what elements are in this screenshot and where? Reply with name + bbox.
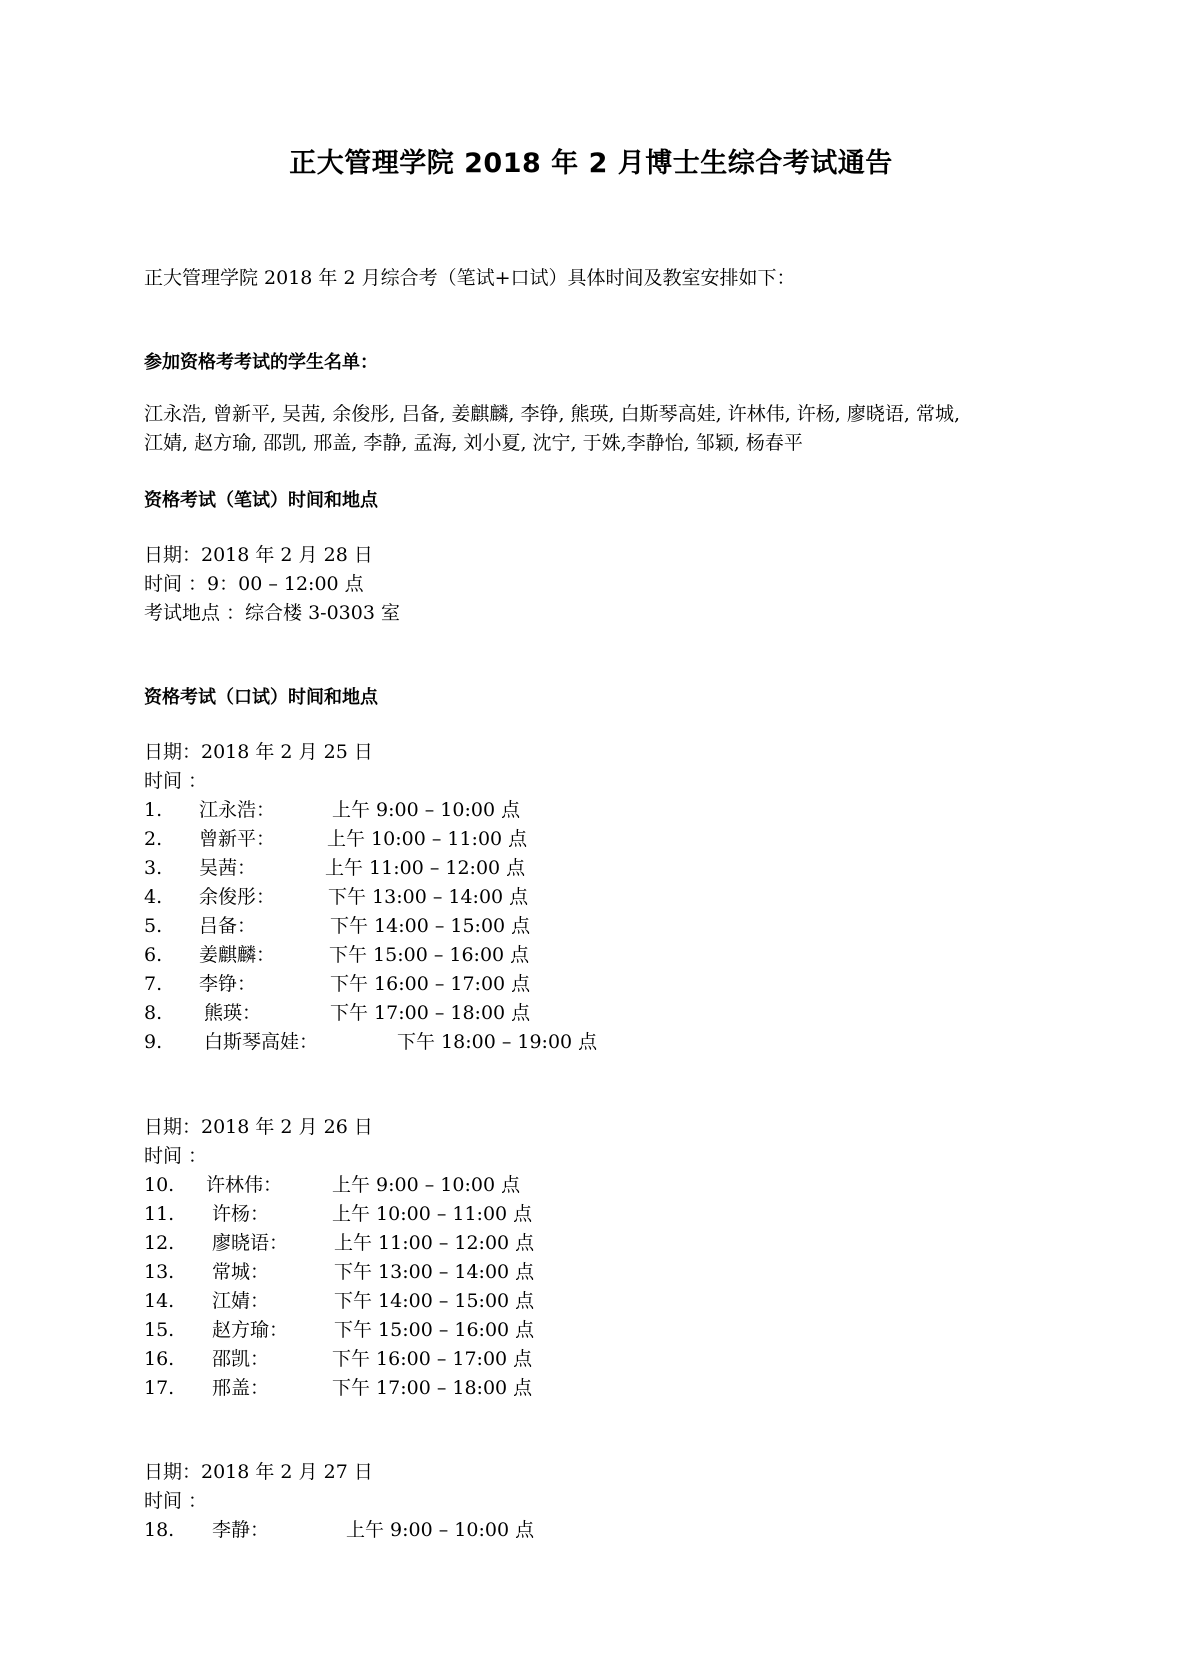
schedule-student: 姜麒麟： [199, 944, 276, 966]
schedule-number: 15. [144, 1319, 175, 1341]
schedule-student: 常城： [212, 1261, 270, 1283]
schedule-student: 白斯琴高娃： [204, 1031, 319, 1053]
schedule-time: 下午 15:00 – 16:00 点 [329, 944, 530, 966]
schedule-time: 下午 17:00 – 18:00 点 [332, 1377, 533, 1399]
schedule-student: 邢盖： [212, 1377, 270, 1399]
schedule-number: 8. [144, 1002, 163, 1024]
oral-exam-heading: 资格考试（口试）时间和地点 [144, 687, 378, 708]
written-exam-place: 考试地点 ：综合楼 3-0303 室 [144, 602, 400, 624]
schedule-number: 6. [144, 944, 163, 966]
schedule-number: 1. [144, 799, 163, 821]
schedule-student: 吴茜： [199, 857, 257, 879]
oral-day-2-date: 日期：2018 年 2 月 26 日 [144, 1116, 373, 1138]
schedule-student: 江永浩： [199, 799, 276, 821]
schedule-time: 下午 18:00 – 19:00 点 [397, 1031, 598, 1053]
schedule-number: 10. [144, 1174, 175, 1196]
page-title: 正大管理学院 2018 年 2 月博士生综合考试通告 [289, 148, 893, 179]
schedule-student: 江婧： [212, 1290, 270, 1312]
schedule-time: 上午 9:00 – 10:00 点 [332, 1174, 521, 1196]
intro-text: 正大管理学院 2018 年 2 月综合考（笔试+口试）具体时间及教室安排如下： [144, 267, 796, 289]
written-exam-heading: 资格考试（笔试）时间和地点 [144, 490, 378, 511]
schedule-time: 上午 11:00 – 12:00 点 [325, 857, 526, 879]
schedule-time: 下午 17:00 – 18:00 点 [330, 1002, 531, 1024]
schedule-student: 吕备： [199, 915, 257, 937]
schedule-student: 许杨： [212, 1203, 270, 1225]
schedule-student: 赵方瑜： [212, 1319, 289, 1341]
schedule-number: 16. [144, 1348, 175, 1370]
schedule-time: 下午 16:00 – 17:00 点 [330, 973, 531, 995]
schedule-time: 上午 9:00 – 10:00 点 [346, 1519, 535, 1541]
oral-day-1-date: 日期：2018 年 2 月 25 日 [144, 741, 373, 763]
schedule-student: 李静： [212, 1519, 270, 1541]
schedule-number: 18. [144, 1519, 175, 1541]
schedule-number: 13. [144, 1261, 175, 1283]
schedule-time: 上午 9:00 – 10:00 点 [332, 799, 521, 821]
written-exam-date: 日期：2018 年 2 月 28 日 [144, 544, 373, 566]
written-exam-time: 时间 ：9：00 – 12:00 点 [144, 573, 364, 595]
schedule-time: 下午 14:00 – 15:00 点 [330, 915, 531, 937]
schedule-student: 熊瑛： [204, 1002, 262, 1024]
students-heading: 参加资格考考试的学生名单： [144, 352, 378, 373]
schedule-number: 3. [144, 857, 163, 879]
schedule-time: 下午 13:00 – 14:00 点 [328, 886, 529, 908]
students-list-line-1: 江永浩, 曾新平, 吴茜, 余俊彤, 吕备, 姜麒麟, 李铮, 熊瑛, 白斯琴高娃, 许林伟, 许杨, 廖晓语, 常城, [144, 403, 960, 425]
schedule-number: 5. [144, 915, 163, 937]
oral-day-1-time-label: 时间 ： [144, 770, 208, 792]
schedule-student: 邵凯： [212, 1348, 270, 1370]
schedule-number: 12. [144, 1232, 175, 1254]
schedule-student: 曾新平： [199, 828, 276, 850]
schedule-time: 上午 11:00 – 12:00 点 [334, 1232, 535, 1254]
schedule-time: 下午 13:00 – 14:00 点 [334, 1261, 535, 1283]
students-list-line-2: 江婧, 赵方瑜, 邵凯, 邢盖, 李静, 孟海, 刘小夏, 沈宁, 于姝,李静怡, 邹颖, 杨春平 [144, 432, 803, 454]
schedule-number: 14. [144, 1290, 175, 1312]
schedule-student: 李铮： [199, 973, 257, 995]
oral-day-3-time-label: 时间 ： [144, 1490, 208, 1512]
schedule-student: 廖晓语： [212, 1232, 289, 1254]
schedule-number: 4. [144, 886, 163, 908]
schedule-number: 17. [144, 1377, 175, 1399]
schedule-time: 上午 10:00 – 11:00 点 [332, 1203, 533, 1225]
schedule-time: 下午 16:00 – 17:00 点 [332, 1348, 533, 1370]
schedule-student: 余俊彤： [199, 886, 276, 908]
oral-day-2-time-label: 时间 ： [144, 1145, 208, 1167]
schedule-student: 许林伟： [206, 1174, 283, 1196]
schedule-time: 下午 14:00 – 15:00 点 [334, 1290, 535, 1312]
oral-day-3-date: 日期：2018 年 2 月 27 日 [144, 1461, 373, 1483]
schedule-number: 7. [144, 973, 163, 995]
schedule-number: 11. [144, 1203, 175, 1225]
schedule-number: 2. [144, 828, 163, 850]
schedule-time: 上午 10:00 – 11:00 点 [327, 828, 528, 850]
schedule-number: 9. [144, 1031, 163, 1053]
schedule-time: 下午 15:00 – 16:00 点 [334, 1319, 535, 1341]
